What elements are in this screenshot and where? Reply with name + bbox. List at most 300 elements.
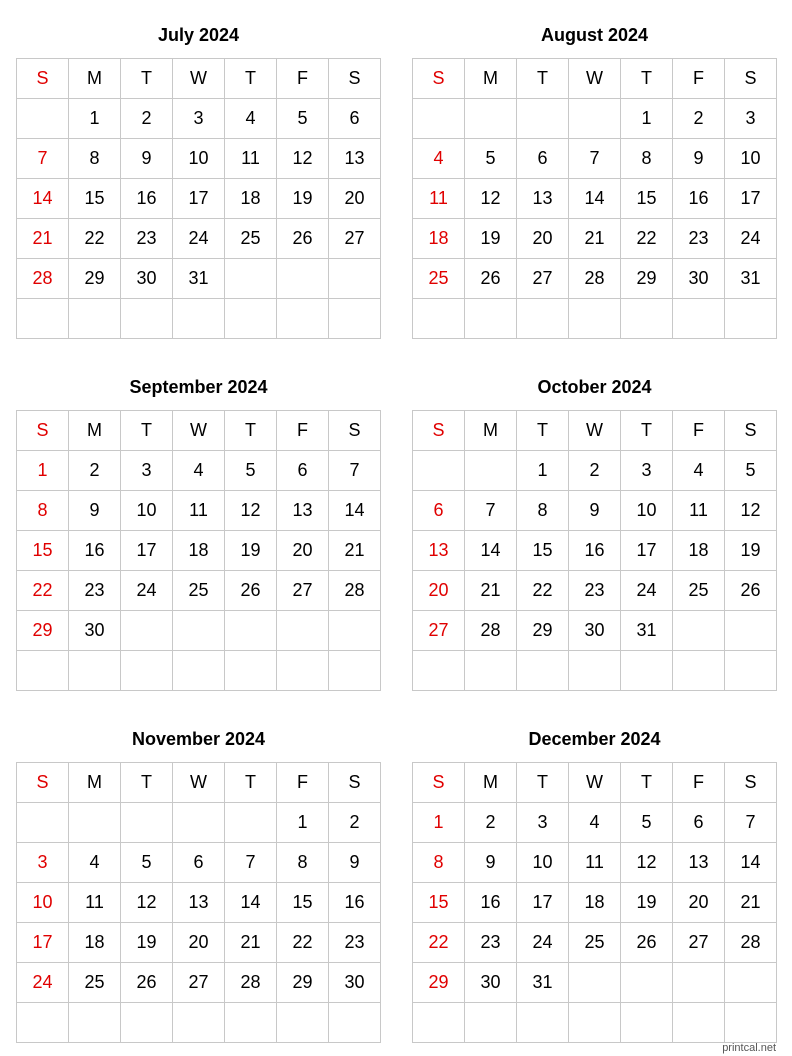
day-cell	[673, 651, 725, 691]
day-cell: 21	[569, 219, 621, 259]
day-cell: 25	[569, 923, 621, 963]
day-cell: 7	[725, 803, 777, 843]
day-cell	[673, 1003, 725, 1043]
week-row	[17, 99, 381, 139]
day-cell: 23	[569, 571, 621, 611]
week-row	[17, 259, 381, 299]
weekday-label: S	[413, 763, 465, 803]
day-cell: 16	[329, 883, 381, 923]
day-cell: 11	[673, 491, 725, 531]
weekday-header-row	[17, 59, 381, 99]
weekday-label: T	[621, 763, 673, 803]
day-cell: 22	[17, 571, 69, 611]
week-row	[17, 531, 381, 571]
day-cell	[329, 259, 381, 299]
day-cell: 27	[413, 611, 465, 651]
day-cell: 12	[225, 491, 277, 531]
weekday-label: S	[413, 59, 465, 99]
weekday-label: T	[225, 59, 277, 99]
day-cell: 20	[277, 531, 329, 571]
day-cell: 3	[725, 99, 777, 139]
day-cell: 14	[329, 491, 381, 531]
day-cell: 13	[329, 139, 381, 179]
weekday-label: S	[725, 59, 777, 99]
day-cell: 15	[621, 179, 673, 219]
day-cell: 18	[413, 219, 465, 259]
day-cell: 8	[277, 843, 329, 883]
day-cell: 28	[17, 259, 69, 299]
day-cell	[517, 1003, 569, 1043]
week-row	[413, 611, 777, 651]
day-cell: 27	[173, 963, 225, 1003]
day-cell	[277, 651, 329, 691]
week-row	[413, 491, 777, 531]
day-cell	[121, 651, 173, 691]
day-cell: 30	[569, 611, 621, 651]
day-cell: 6	[413, 491, 465, 531]
day-cell: 2	[69, 451, 121, 491]
day-cell: 26	[277, 219, 329, 259]
day-cell: 3	[121, 451, 173, 491]
day-cell: 12	[277, 139, 329, 179]
day-cell: 7	[329, 451, 381, 491]
weekday-header-row	[413, 763, 777, 803]
day-cell: 23	[69, 571, 121, 611]
day-cell: 19	[621, 883, 673, 923]
day-cell: 2	[569, 451, 621, 491]
day-cell: 1	[621, 99, 673, 139]
day-cell	[569, 1003, 621, 1043]
day-cell: 11	[225, 139, 277, 179]
week-row	[413, 843, 777, 883]
day-cell: 24	[621, 571, 673, 611]
weekday-label: S	[329, 411, 381, 451]
day-cell: 15	[17, 531, 69, 571]
day-cell	[569, 99, 621, 139]
day-cell: 24	[17, 963, 69, 1003]
day-cell: 22	[517, 571, 569, 611]
day-cell: 24	[517, 923, 569, 963]
month-title: September 2024	[129, 377, 268, 397]
day-cell: 28	[725, 923, 777, 963]
day-cell: 25	[673, 571, 725, 611]
day-cell	[225, 1003, 277, 1043]
day-cell	[517, 299, 569, 339]
day-cell	[413, 451, 465, 491]
month-block	[412, 728, 777, 1043]
weekday-label: S	[17, 59, 69, 99]
month-title: August 2024	[540, 25, 649, 45]
month-title: November 2024	[131, 729, 266, 749]
weekday-label: S	[17, 763, 69, 803]
day-cell: 5	[465, 139, 517, 179]
week-row	[17, 179, 381, 219]
day-cell	[517, 99, 569, 139]
day-cell: 28	[569, 259, 621, 299]
day-cell	[17, 803, 69, 843]
day-cell: 21	[225, 923, 277, 963]
weekday-label: W	[173, 59, 225, 99]
week-row	[17, 491, 381, 531]
day-cell	[17, 299, 69, 339]
day-cell: 27	[673, 923, 725, 963]
day-cell: 7	[569, 139, 621, 179]
week-row	[413, 923, 777, 963]
day-cell: 14	[725, 843, 777, 883]
day-cell: 17	[517, 883, 569, 923]
day-cell: 26	[121, 963, 173, 1003]
day-cell: 2	[121, 99, 173, 139]
weekday-label: S	[725, 763, 777, 803]
day-cell	[569, 299, 621, 339]
day-cell	[673, 963, 725, 1003]
weekday-label: T	[517, 763, 569, 803]
week-row	[413, 259, 777, 299]
day-cell: 1	[17, 451, 69, 491]
day-cell: 2	[673, 99, 725, 139]
day-cell: 23	[465, 923, 517, 963]
day-cell	[17, 651, 69, 691]
week-row	[413, 1003, 777, 1043]
day-cell: 24	[725, 219, 777, 259]
day-cell: 30	[673, 259, 725, 299]
day-cell	[225, 611, 277, 651]
day-cell	[621, 1003, 673, 1043]
day-cell	[329, 1003, 381, 1043]
day-cell: 3	[621, 451, 673, 491]
day-cell: 16	[673, 179, 725, 219]
day-cell: 6	[673, 803, 725, 843]
day-cell: 22	[621, 219, 673, 259]
day-cell	[673, 299, 725, 339]
day-cell: 15	[413, 883, 465, 923]
day-cell	[173, 611, 225, 651]
week-row	[17, 651, 381, 691]
week-row	[413, 99, 777, 139]
day-cell	[121, 1003, 173, 1043]
day-cell	[17, 1003, 69, 1043]
day-cell	[173, 299, 225, 339]
weekday-label: F	[277, 411, 329, 451]
weekday-label: S	[17, 411, 69, 451]
week-row	[413, 571, 777, 611]
day-cell: 7	[17, 139, 69, 179]
day-cell: 23	[673, 219, 725, 259]
day-cell	[413, 1003, 465, 1043]
month-grid	[412, 58, 777, 339]
day-cell: 5	[277, 99, 329, 139]
day-cell	[465, 99, 517, 139]
day-cell: 13	[517, 179, 569, 219]
day-cell: 15	[69, 179, 121, 219]
day-cell	[725, 299, 777, 339]
weekday-label: F	[277, 763, 329, 803]
day-cell: 7	[225, 843, 277, 883]
weekday-label: T	[225, 763, 277, 803]
day-cell	[465, 451, 517, 491]
day-cell: 8	[621, 139, 673, 179]
day-cell	[621, 963, 673, 1003]
day-cell: 6	[277, 451, 329, 491]
week-row	[413, 139, 777, 179]
month-title: July 2024	[157, 25, 240, 45]
site-credit: printcal.net	[722, 1042, 776, 1054]
day-cell: 12	[121, 883, 173, 923]
day-cell: 10	[621, 491, 673, 531]
day-cell: 15	[277, 883, 329, 923]
weekday-label: F	[277, 59, 329, 99]
day-cell: 20	[517, 219, 569, 259]
weekday-label: T	[621, 59, 673, 99]
day-cell: 12	[465, 179, 517, 219]
day-cell: 4	[413, 139, 465, 179]
week-row	[17, 139, 381, 179]
weekday-label: T	[121, 763, 173, 803]
week-row	[413, 451, 777, 491]
day-cell: 30	[465, 963, 517, 1003]
day-cell: 1	[69, 99, 121, 139]
day-cell	[413, 99, 465, 139]
day-cell	[225, 259, 277, 299]
weekday-label: M	[465, 411, 517, 451]
weekday-label: T	[621, 411, 673, 451]
day-cell: 11	[69, 883, 121, 923]
day-cell: 13	[277, 491, 329, 531]
day-cell: 5	[725, 451, 777, 491]
day-cell: 25	[413, 259, 465, 299]
day-cell: 14	[225, 883, 277, 923]
weekday-label: S	[725, 411, 777, 451]
day-cell: 11	[569, 843, 621, 883]
day-cell: 14	[465, 531, 517, 571]
day-cell: 2	[465, 803, 517, 843]
weekday-label: W	[173, 411, 225, 451]
day-cell: 4	[673, 451, 725, 491]
day-cell: 21	[725, 883, 777, 923]
month-grid	[412, 762, 777, 1043]
day-cell: 17	[17, 923, 69, 963]
weekday-label: M	[465, 59, 517, 99]
day-cell: 27	[277, 571, 329, 611]
day-cell: 9	[673, 139, 725, 179]
day-cell: 14	[17, 179, 69, 219]
day-cell: 16	[569, 531, 621, 571]
day-cell: 30	[329, 963, 381, 1003]
day-cell: 19	[277, 179, 329, 219]
day-cell: 20	[673, 883, 725, 923]
week-row	[413, 299, 777, 339]
day-cell: 10	[17, 883, 69, 923]
day-cell: 9	[465, 843, 517, 883]
day-cell	[173, 651, 225, 691]
week-row	[413, 219, 777, 259]
day-cell: 2	[329, 803, 381, 843]
day-cell	[173, 803, 225, 843]
day-cell: 1	[413, 803, 465, 843]
day-cell: 10	[517, 843, 569, 883]
day-cell	[413, 651, 465, 691]
day-cell: 11	[173, 491, 225, 531]
weekday-label: W	[569, 411, 621, 451]
day-cell	[569, 651, 621, 691]
day-cell	[329, 299, 381, 339]
day-cell: 8	[413, 843, 465, 883]
month-block	[16, 376, 381, 691]
day-cell: 18	[225, 179, 277, 219]
day-cell: 8	[517, 491, 569, 531]
day-cell: 31	[517, 963, 569, 1003]
day-cell: 31	[621, 611, 673, 651]
day-cell	[277, 299, 329, 339]
day-cell: 13	[413, 531, 465, 571]
day-cell: 17	[173, 179, 225, 219]
day-cell: 16	[465, 883, 517, 923]
day-cell	[225, 651, 277, 691]
day-cell: 14	[569, 179, 621, 219]
day-cell	[121, 611, 173, 651]
week-row	[17, 1003, 381, 1043]
day-cell: 5	[121, 843, 173, 883]
weekday-header-row	[413, 59, 777, 99]
week-row	[17, 843, 381, 883]
day-cell: 6	[173, 843, 225, 883]
day-cell: 4	[69, 843, 121, 883]
week-row	[413, 803, 777, 843]
week-row	[17, 219, 381, 259]
weekday-label: T	[225, 411, 277, 451]
day-cell: 24	[173, 219, 225, 259]
week-row	[17, 611, 381, 651]
week-row	[413, 179, 777, 219]
day-cell	[277, 1003, 329, 1043]
day-cell: 19	[225, 531, 277, 571]
day-cell: 24	[121, 571, 173, 611]
day-cell: 20	[173, 923, 225, 963]
day-cell	[17, 99, 69, 139]
month-grid	[16, 58, 381, 339]
day-cell: 23	[121, 219, 173, 259]
day-cell: 23	[329, 923, 381, 963]
day-cell	[121, 803, 173, 843]
day-cell: 17	[725, 179, 777, 219]
month-block	[16, 24, 381, 339]
week-row	[413, 963, 777, 1003]
month-block	[412, 376, 777, 691]
weekday-label: T	[517, 411, 569, 451]
day-cell	[725, 651, 777, 691]
week-row	[17, 883, 381, 923]
day-cell	[569, 963, 621, 1003]
day-cell	[621, 299, 673, 339]
day-cell: 11	[413, 179, 465, 219]
day-cell	[621, 651, 673, 691]
day-cell: 25	[173, 571, 225, 611]
weekday-label: F	[673, 763, 725, 803]
day-cell: 18	[673, 531, 725, 571]
day-cell: 26	[621, 923, 673, 963]
day-cell	[725, 611, 777, 651]
day-cell: 18	[173, 531, 225, 571]
day-cell	[69, 1003, 121, 1043]
month-block	[412, 24, 777, 339]
day-cell: 7	[465, 491, 517, 531]
weekday-label: M	[465, 763, 517, 803]
day-cell: 9	[569, 491, 621, 531]
day-cell	[277, 259, 329, 299]
weekday-label: F	[673, 411, 725, 451]
day-cell: 28	[465, 611, 517, 651]
day-cell: 20	[413, 571, 465, 611]
week-row	[17, 571, 381, 611]
month-block	[16, 728, 381, 1043]
day-cell: 15	[517, 531, 569, 571]
day-cell: 29	[517, 611, 569, 651]
day-cell	[173, 1003, 225, 1043]
weekday-label: W	[569, 763, 621, 803]
day-cell: 8	[17, 491, 69, 531]
weekday-label: S	[329, 763, 381, 803]
day-cell: 21	[329, 531, 381, 571]
day-cell: 6	[329, 99, 381, 139]
day-cell: 10	[173, 139, 225, 179]
day-cell: 20	[329, 179, 381, 219]
month-grid	[16, 762, 381, 1043]
weekday-label: T	[517, 59, 569, 99]
day-cell: 18	[569, 883, 621, 923]
day-cell	[69, 651, 121, 691]
day-cell: 26	[225, 571, 277, 611]
day-cell: 4	[569, 803, 621, 843]
weekday-label: T	[121, 59, 173, 99]
day-cell: 9	[121, 139, 173, 179]
day-cell: 10	[121, 491, 173, 531]
week-row	[17, 963, 381, 1003]
month-grid	[412, 410, 777, 691]
day-cell	[413, 299, 465, 339]
day-cell	[329, 651, 381, 691]
day-cell: 8	[69, 139, 121, 179]
month-title: December 2024	[528, 729, 661, 749]
day-cell: 9	[69, 491, 121, 531]
day-cell	[277, 611, 329, 651]
day-cell: 29	[277, 963, 329, 1003]
weekday-label: T	[121, 411, 173, 451]
day-cell: 12	[725, 491, 777, 531]
day-cell: 3	[517, 803, 569, 843]
day-cell: 28	[329, 571, 381, 611]
day-cell: 27	[329, 219, 381, 259]
day-cell	[465, 651, 517, 691]
day-cell: 25	[225, 219, 277, 259]
day-cell: 27	[517, 259, 569, 299]
weekday-label: M	[69, 763, 121, 803]
day-cell: 30	[121, 259, 173, 299]
day-cell: 17	[121, 531, 173, 571]
week-row	[17, 923, 381, 963]
day-cell: 21	[465, 571, 517, 611]
week-row	[413, 883, 777, 923]
weekday-label: M	[69, 59, 121, 99]
day-cell: 30	[69, 611, 121, 651]
month-title: October 2024	[537, 377, 652, 397]
week-row	[413, 531, 777, 571]
day-cell	[517, 651, 569, 691]
weekday-header-row	[413, 411, 777, 451]
day-cell	[225, 299, 277, 339]
day-cell: 29	[621, 259, 673, 299]
day-cell: 28	[225, 963, 277, 1003]
day-cell	[121, 299, 173, 339]
